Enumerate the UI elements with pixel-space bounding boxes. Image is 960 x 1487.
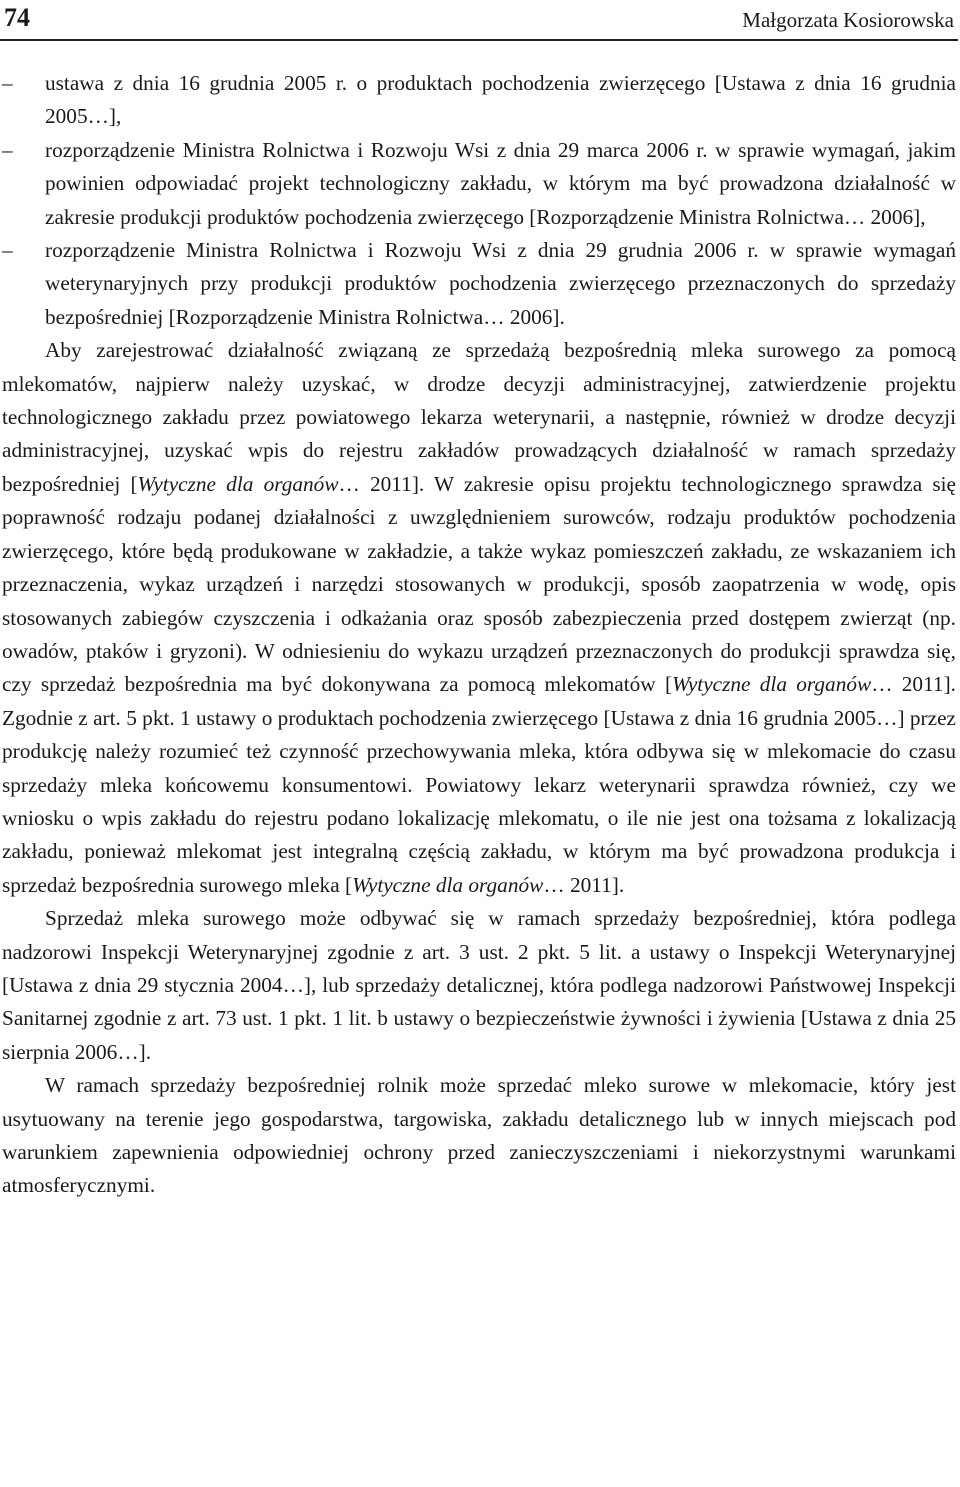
paragraph-text: … 2011]. — [543, 872, 625, 897]
list-dash: – — [2, 238, 13, 263]
citation-italic: Wytyczne dla organów — [672, 672, 872, 697]
list-item-text: rozporządzenie Ministra Rolnictwa i Rozwoju Wsi z dnia 29 marca 2006 r. w sprawie wymagań, jakim powinien odpowiadać projekt technologiczny zakładu, w którym ma być prowadzona działalność w zakresie produkcji produktów pochodzenia zwierzęcego [Rozporządzenie Ministra Rolnictwa… 2006], — [45, 137, 956, 229]
citation-italic: Wytyczne dla organów — [137, 471, 339, 496]
paragraph-text: … 2011]. W zakresie opisu projektu technologicznego sprawdza się poprawność rodzaju podanej działalności z uwzględnieniem surowców, rodzaju produktów pochodzenia zwierzęcego, które będą produkowane w zakładzie, a także wykaz pomieszczeń zakładu, ze wskazaniem ich przeznaczenia, wykaz urządzeń i narzędzi stosowanych w produkcji, sposób zaopatrzenia w wodę, opis stosowanych zabiegów czyszczenia i odkażania oraz sposób zabezpieczenia przed dostępem zwierząt (np. owadów, ptaków i gryzoni). W odniesieniu do wykazu urządzeń przeznaczonych do produkcji sprawdza się, czy sprzedaż bezpośrednia ma być dokonywana za pomocą mlekomatów [ — [2, 471, 956, 697]
list-item-text: ustawa z dnia 16 grudnia 2005 r. o produktach pochodzenia zwierzęcego [Ustawa z dnia 16 grudnia 2005…], — [45, 71, 956, 129]
body-paragraph-registration — [2, 334, 956, 902]
list-item-text: rozporządzenie Ministra Rolnictwa i Rozwoju Wsi z dnia 29 grudnia 2006 r. w sprawie wymagań weterynaryjnych przy produkcji produktów pochodzenia zwierzęcego przeznaczonych do sprzedaży bezpośredniej [Rozporządzenie Ministra Rolnictwa… 2006]. — [45, 238, 956, 329]
citation-italic: Wytyczne dla organów — [352, 872, 544, 897]
page-number: 74 — [4, 3, 30, 32]
running-head-author: Małgorzata Kosiorowska — [742, 8, 954, 32]
list-item — [2, 67, 956, 134]
list-dash: – — [2, 71, 13, 95]
page-body — [2, 67, 956, 1203]
list-dash: – — [2, 137, 13, 162]
header-rule — [0, 39, 958, 41]
list-item — [2, 134, 956, 234]
legal-acts-list — [2, 67, 956, 334]
page-header — [0, 0, 956, 40]
paragraph-text: Aby zarejestrować działalność związaną ze sprzedażą bezpośrednią mleka surowego za pomocą mlekomatów, najpierw należy uzyskać, w drodze decyzji administracyjnej, zatwierdzenie projektu technologicznego zakładu przez powiatowego lekarza weterynarii, a następnie, również w drodze decyzji administracyjnej, uzyskać wpis do rejestru zakładów prowadzących działalność w ramach sprzedaży bezpośredniej [ — [2, 338, 956, 496]
body-paragraph-sales: Sprzedaż mleka surowego może odbywać się w ramach sprzedaży bezpośredniej, która podlega nadzorowi Inspekcji Weterynaryjnej zgodnie z art. 3 ust. 2 pkt. 5 lit. a ustawy o Inspekcji Weterynaryjnej [Ustawa z dnia 29 stycznia 2004…], lub sprzedaży detalicznej, która podlega nadzorowi Państwowej Inspekcji Sanitarnej zgodnie z art. 73 ust. 1 pkt. 1 lit. b ustawy o bezpieczeństwie żywności i żywienia [Ustawa z dnia 25 sierpnia 2006…]. — [2, 906, 956, 1064]
paragraph-text: … 2011]. Zgodnie z art. 5 pkt. 1 ustawy o produktach pochodzenia zwierzęcego [Ustawa z dnia 16 grudnia 2005…] przez produkcję należy rozumieć też czynność przechowywania mleka, która odbywa się w mlekomacie do czasu sprzedaży mleka końcowemu konsumentowi. Powiatowy lekarz weterynarii sprawdza również, czy we wniosku o wpis zakładu do rejestru podano lokalizację mlekomatu, o ile nie jest ona tożsama z lokalizacją zakładu, ponieważ mlekomat jest integralną częścią zakładu, w którym ma być prowadzona produkcja i sprzedaż bezpośrednia surowego mleka [ — [2, 672, 956, 897]
body-paragraph-direct-sales: W ramach sprzedaży bezpośredniej rolnik może sprzedać mleko surowe w mlekomacie, który jest usytuowany na terenie jego gospodarstwa, targowiska, zakładu detalicznego lub w innych miejscach pod warunkiem zapewnienia odpowiedniej ochrony przed zanieczyszczeniami i niekorzystnymi warunkami atmosferycznymi. — [2, 1073, 956, 1198]
list-item — [2, 234, 956, 334]
